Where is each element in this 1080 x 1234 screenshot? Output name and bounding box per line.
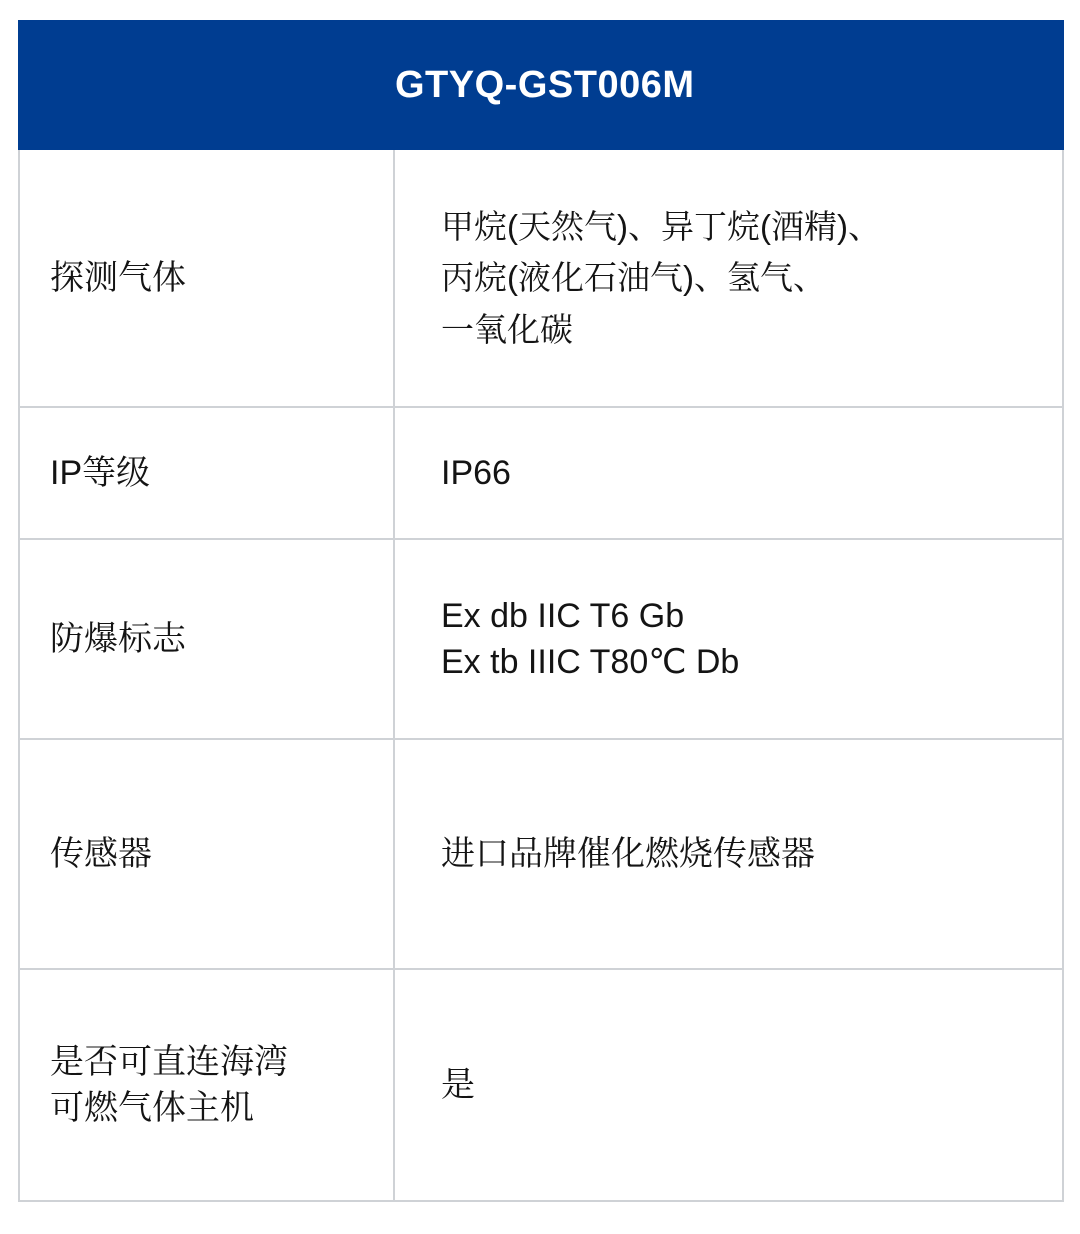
value-line: 一氧化碳 — [441, 310, 573, 348]
header-model-cell: GTYQ-GST006M — [394, 21, 1063, 149]
value-line: 进口品牌催化燃烧传感器 — [441, 834, 815, 873]
table-row — [19, 969, 1063, 1201]
row-label-sensor: 传感器 — [19, 739, 394, 969]
row-label-explosion-proof-mark: 防爆标志 — [19, 539, 394, 739]
row-value-direct-connect-host — [394, 969, 1063, 1201]
product-spec-table — [18, 20, 1064, 1202]
table-header-row — [19, 21, 1063, 149]
row-label-detected-gas: 探测气体 — [19, 149, 394, 407]
table-row — [19, 539, 1063, 739]
label-line: 可燃气体主机 — [50, 1089, 254, 1127]
label-line: 是否可直连海湾 — [50, 1042, 288, 1081]
value-line: 丙烷(液化石油气)、氢气、 — [441, 259, 826, 297]
header-blank-cell — [19, 21, 394, 149]
row-value-explosion-proof-mark — [394, 539, 1063, 739]
row-value-ip-rating — [394, 407, 1063, 539]
value-line: IP66 — [441, 453, 511, 492]
table-row — [19, 149, 1063, 407]
value-line: 是 — [441, 1065, 475, 1104]
value-line: Ex db IIC T6 Gb — [441, 596, 685, 635]
table-row — [19, 407, 1063, 539]
value-line: Ex tb IIIC T80℃ Db — [441, 643, 740, 681]
row-value-sensor — [394, 739, 1063, 969]
row-label-ip-rating: IP等级 — [19, 407, 394, 539]
value-line: 甲烷(天然气)、异丁烷(酒精)、 — [441, 207, 881, 245]
row-label-direct-connect-host — [19, 969, 394, 1201]
row-value-detected-gas — [394, 149, 1063, 407]
table-row — [19, 739, 1063, 969]
